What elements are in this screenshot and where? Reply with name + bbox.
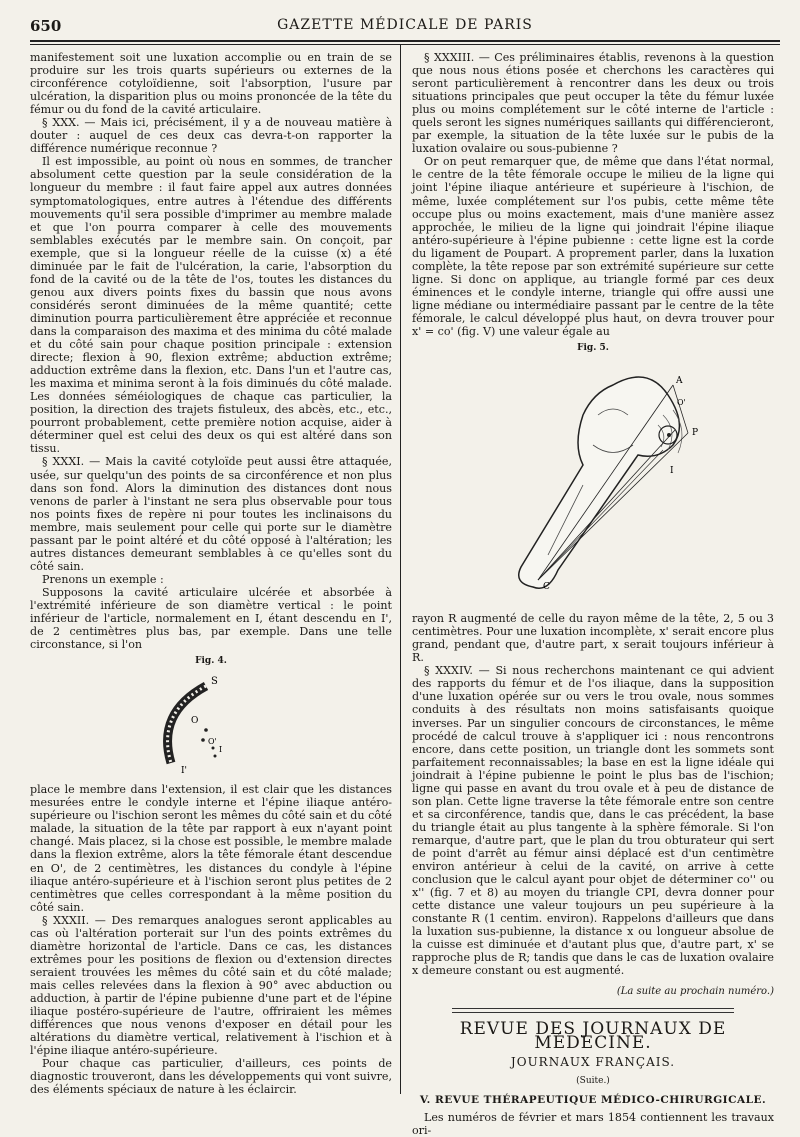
fig5-label-p: P	[692, 428, 699, 439]
paragraph: Supposons la cavité articulaire ulcérée et absorbée à l'extrémité inférieure de son diamètre vertical : le point inférieur de l'article, normalement en I, étant descendu en I', de 2 centimètres plus bas, par exemple. Dans une telle circonstance, si l'on	[30, 585, 392, 652]
figure-4-drawing	[111, 668, 311, 776]
paragraph: manifestement soit une luxation accomplie ou en train de se produire sur les trois quarts supérieurs ou externes de la circonférence cotyloïdienne, soit l'absorption, l'usure par ulcération, la disparition plus ou moins prononcée de la tête du fémur ou du fond de la cavité articulaire.	[30, 51, 392, 117]
section-title: REVUE DES JOURNAUX DE MÉDECINE.	[459, 1019, 727, 1053]
paragraph: Pour chaque cas particulier, d'ailleurs, ces points de diagnostic trouveront, dans les développements qui vont suivre, des éléments spéciaux de nature à les éclaircir.	[30, 1057, 392, 1097]
page-number: 650	[30, 17, 62, 35]
section-rule	[452, 1008, 734, 1013]
fig4-label-i: I	[219, 745, 223, 755]
paragraph: § XXXII. — Des remarques analogues seront applicables au cas où l'altération porterait sur l'un des points extrêmes du diamètre horizontal de l'article. Dans ce cas, les distances extrêmes pour les positions de flexion ou d'extension directes seraient trouvées les mêmes du côté sain et du côté malade; mais celles relevées dans la flexion à 90° avec abduction ou adduction, à partir de l'épine pubienne d'une part et de l'épine iliaque postéro-supérieure de l'autre, offriraient les mêmes différences que nous venons d'exposer en détail pour les altérations du diamètre vertical, relativement à l'ischion et à l'épine iliaque antéro-supérieure.	[30, 913, 392, 1058]
fig5-label-a: A	[676, 376, 683, 387]
fig4-label-o: O	[191, 716, 199, 727]
header-rule	[30, 40, 780, 42]
section-heading: V. REVUE THÉRAPEUTIQUE MÉDICO-CHIRURGICALE.	[419, 1093, 767, 1106]
paragraph: place le membre dans l'extension, il est clair que les distances mesurées entre le condyle interne et l'épine iliaque antéro-supérieure ou l'ischion seront les mêmes du côté sain et du côté malade, la situation de la tête par rapport à eux n'ayant point changé. Mais placez, si la chose est possible, le membre malade dans la flexion extrême, alors la tête fémorale étant descendue en O', de 2 centimètres, les distances du condyle à l'épine iliaque antéro-supérieure et à l'ischion seront plus petites de 2 centimètres que celles correspondant à la même position du côté sain.	[30, 783, 392, 914]
running-title: GAZETTE MÉDICALE DE PARIS	[277, 17, 533, 33]
to-be-continued: (La suite au prochain numéro.)	[616, 986, 774, 998]
fig5-label-o-prime: O'	[677, 398, 686, 408]
fig5-label-c: C	[543, 582, 550, 593]
figure-caption: Fig. 5.	[577, 343, 609, 354]
section-suite: (Suite.)	[576, 1075, 610, 1086]
paragraph: Prenons un exemple :	[42, 572, 164, 586]
paragraph: § XXXI. — Mais la cavité cotyloïde peut aussi être attaquée, usée, sur quelqu'un des points de sa circonférence et non plus dans son fond. Alors la diminution des distances dont nous venons de parler à l'instant ne sera plus observable pour tous nos points fixes de repère ni pour toutes les inclinaisons du membre, mais seulement pour celle qui porte sur le diamètre passant par le point altéré et du côté opposé à l'altération; les autres distances demeurant semblables à ce qu'elles sont du côté sain.	[30, 455, 392, 573]
right-column	[412, 51, 774, 1137]
section-subtitle: JOURNAUX FRANÇAIS.	[510, 1054, 676, 1069]
paragraph: § XXXIV. — Si nous recherchons maintenant ce qui advient des rapports du fémur et de l'os iliaque, dans la supposition d'une luxation opérée sur ou vers le trou ovale, nous sommes conduits à des résultats non moins satisfaisants quoique inverses. Par un singulier concours de circonstances, le même procédé de calcul trouve à s'appliquer ici : nous rencontrons encore, dans cette position, un triangle dont les sommets sont parfaitement reconnaissables; la base en est la ligne idéale qui joindrait à l'épine pubienne le point le plus bas de l'ischion; ligne qui passe en avant du trou ovale et à peu de distance de son plan. Cette ligne traverse la tête fémorale entre son centre et sa circonférence, tandis que, dans le cas précédent, la base du triangle était au plus tangente à la sphère fémorale. Si l'on remarque, d'autre part, que le plan du trou obturateur qui sert de point d'arrêt au fémur ainsi déplacé est d'un centimètre environ antérieur à celui de la cavité, on arrive à cette conclusion que le calcul ayant pour objet de déterminer co'' ou x'' (fig. 7 et 8) au moyen du triangle CPI, devra donner pour cette distance une valeur toujours un peu supérieure à la constante R (1 centim. environ). Rappelons d'ailleurs que dans la luxation sus-pubienne, la distance x ou longueur absolue de la cuisse est diminuée et d'autant plus que, d'autre part, x' se rapproche plus de R; tandis que dans le cas de luxation ovalaire x demeure constant ou est augmenté.	[412, 664, 774, 978]
paragraph: Or on peut remarquer que, de même que dans l'état normal, le centre de la tête fémorale occupe le milieu de la ligne qui joint l'épine iliaque antérieure et supérieure à l'ischion, de même, luxée complétement sur l'os pubis, cette même tête occupe plus ou moins exactement, mais d'une manière assez approchée, le milieu de la ligne qui joindrait l'épine iliaque antéro-supérieure à l'épine pubienne : cette ligne est la corde du ligament de Poupart. A proprement parler, dans la luxation complète, la tête repose par son extrémité supérieure sur cette ligne. Si donc on applique, au triangle formé par ces deux éminences et le condyle interne, triangle qui offre aussi une ligne médiane ou intermédiaire passant par le centre de la tête fémorale, le calcul développé plus haut, on devra trouver pour x' = co' (fig. V) une valeur égale au	[412, 155, 774, 338]
paragraph: Les numéros de février et mars 1854 contiennent les travaux ori-	[412, 1110, 774, 1137]
figure-5	[412, 342, 774, 608]
figure-5-drawing	[463, 355, 723, 605]
page-header	[30, 14, 780, 36]
paragraph: rayon R augmenté de celle du rayon même de la tête, 2, 5 ou 3 centimètres. Pour une luxation incomplète, x' serait encore plus grand, pendant que, d'autre part, x serait toujours inférieur à R.	[412, 612, 774, 665]
paragraph: § XXX. — Mais ici, précisément, il y a de nouveau matière à douter : auquel de ces deux cas devra-t-on rapporter la différence numérique reconnue ?	[30, 116, 392, 156]
figure-caption: Fig. 4.	[195, 656, 227, 667]
fig5-label-i: I	[670, 466, 674, 477]
fig4-label-o-prime: O'	[208, 737, 217, 747]
paragraph: § XXXIII. — Ces préliminaires établis, revenons à la question que nous nous étions posée et cherchons les caractères qui seront particulièrement à rencontrer dans les deux ou trois situations principales que peut occuper la tête du fémur luxée plus ou moins complétement sur le côté interne de l'article : quels seront les signes numériques saillants qui différencieront, par exemple, la situation de la tête luxée sur le pubis de la luxation ovalaire ou sous-pubienne ?	[412, 51, 774, 156]
fig4-label-i-prime: I'	[181, 766, 188, 777]
paragraph: Il est impossible, au point où nous en sommes, de trancher absolument cette question par la seule considération de la longueur du membre : il faut faire appel aux autres données symptomatologiques, entre autres à l'étendue des différents mouvements qu'il sera possible d'imprimer au membre malade et que l'on pourra comparer à celle des mouvements semblables exécutés par le membre sain. On conçoit, par exemple, que si la longueur réelle de la cuisse (x) a été diminuée par le fait de l'ulcération, la carie, l'absorption du fond de la cavité ou de la tête de l'os, toutes les distances du genou aux divers points fixes du bassin que nous avons considérés seront diminuées de la même quantité; cette diminution pourra particulièrement être appréciée et reconnue dans la comparaison des maxima et des minima du côté malade et du côté sain pour chaque position principale : extension directe; flexion à 90, flexion extrême; abduction extrême; adduction extrême dans la flexion, etc. Dans l'un et l'autre cas, les maxima et minima seront à la fois diminués du côté malade. Les données séméiologiques de chaque cas particulier, la position, la direction des trajets fistuleux, des abcès, etc., etc., pourront probablement, cette première notion acquise, aider à déterminer quel est celui des deux os qui est altéré dans son tissu.	[30, 155, 392, 456]
column-separator	[400, 44, 401, 1094]
header-rule-thin	[30, 44, 780, 45]
fig4-label-s: S	[211, 676, 218, 688]
left-column	[30, 51, 392, 1096]
figure-4	[30, 655, 392, 779]
